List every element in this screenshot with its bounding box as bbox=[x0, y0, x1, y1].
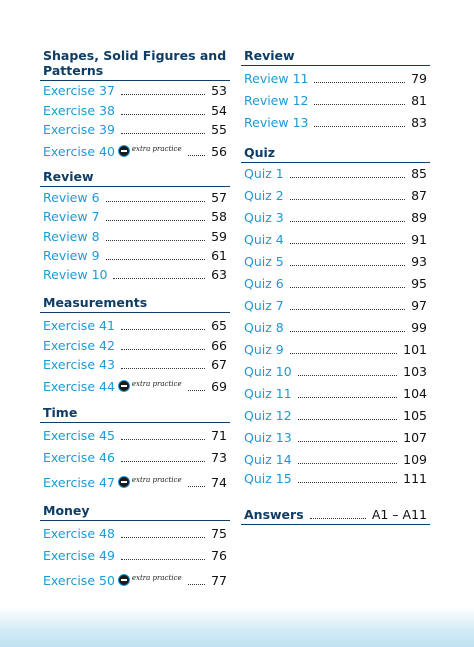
entry-label: Exercise 39 bbox=[43, 122, 115, 137]
dot-leader bbox=[188, 486, 206, 487]
page-number: 101 bbox=[403, 342, 427, 357]
bottom-gradient-band bbox=[0, 607, 474, 647]
dot-leader bbox=[121, 368, 205, 369]
page-number: 77 bbox=[211, 573, 227, 588]
section-heading-text: Review bbox=[244, 48, 295, 63]
dot-leader bbox=[106, 201, 206, 202]
dot-leader bbox=[290, 177, 405, 178]
entry-label: Review 8 bbox=[43, 229, 100, 244]
dot-leader bbox=[188, 155, 206, 156]
page-number: 71 bbox=[211, 428, 227, 443]
dot-leader bbox=[121, 114, 205, 115]
toc-entry[interactable] bbox=[40, 191, 230, 205]
dot-leader bbox=[121, 439, 205, 440]
page-number: 75 bbox=[211, 526, 227, 541]
dot-leader bbox=[290, 309, 405, 310]
entry-label: Exercise 42 bbox=[43, 338, 115, 353]
entry-label: Exercise 46 bbox=[43, 450, 115, 465]
entry-label: Review 11 bbox=[244, 71, 309, 86]
section-heading-line: Shapes, Solid Figures and bbox=[43, 48, 227, 63]
page-number: 99 bbox=[411, 320, 427, 335]
dot-leader bbox=[290, 265, 405, 266]
answers-label: Answers bbox=[244, 507, 304, 522]
toc-entry[interactable] bbox=[40, 319, 230, 333]
toc-entry[interactable] bbox=[241, 365, 430, 379]
dot-leader bbox=[290, 221, 405, 222]
section-heading-text: Money bbox=[43, 503, 90, 518]
dot-leader bbox=[188, 584, 206, 585]
entry-label: Quiz 14 bbox=[244, 452, 292, 467]
dot-leader bbox=[298, 482, 397, 483]
page-number: 76 bbox=[211, 548, 227, 563]
toc-entry[interactable] bbox=[40, 104, 230, 118]
toc-entry[interactable] bbox=[241, 189, 430, 203]
section-heading-review bbox=[241, 48, 430, 66]
entry-label: Quiz 3 bbox=[244, 210, 284, 225]
entry-label: Quiz 6 bbox=[244, 276, 284, 291]
entry-label: Quiz 8 bbox=[244, 320, 284, 335]
toc-entry[interactable] bbox=[241, 472, 430, 486]
dot-leader bbox=[121, 559, 205, 560]
dot-leader bbox=[121, 349, 205, 350]
toc-entry[interactable] bbox=[241, 321, 430, 335]
page-number: 105 bbox=[403, 408, 427, 423]
toc-entry[interactable] bbox=[40, 84, 230, 98]
entry-label: Quiz 1 bbox=[244, 166, 284, 181]
entry-label: Quiz 15 bbox=[244, 471, 292, 486]
dot-leader bbox=[106, 220, 206, 221]
page-number: 111 bbox=[403, 471, 427, 486]
toc-entry[interactable] bbox=[241, 255, 430, 269]
section-heading-text: Quiz bbox=[244, 145, 276, 160]
entry-label: Exercise 47 bbox=[43, 475, 115, 490]
toc-entry[interactable] bbox=[241, 453, 430, 467]
entry-label: Exercise 49 bbox=[43, 548, 115, 563]
page-number: 61 bbox=[211, 248, 227, 263]
dot-leader bbox=[113, 278, 205, 279]
toc-entry[interactable] bbox=[241, 94, 430, 108]
section-heading-time bbox=[40, 405, 230, 423]
section-heading-text: Time bbox=[43, 405, 78, 420]
section-heading-line: Patterns bbox=[43, 63, 104, 78]
page-number: 103 bbox=[403, 364, 427, 379]
page-number: 95 bbox=[411, 276, 427, 291]
entry-label: Review 13 bbox=[244, 115, 309, 130]
section-heading-measurements bbox=[40, 295, 230, 313]
entry-label: Quiz 11 bbox=[244, 386, 292, 401]
dot-leader bbox=[298, 441, 397, 442]
page-number: 55 bbox=[211, 122, 227, 137]
page-number: 53 bbox=[211, 83, 227, 98]
toc-entry[interactable] bbox=[40, 377, 230, 394]
entry-label: Quiz 12 bbox=[244, 408, 292, 423]
dot-leader bbox=[121, 329, 205, 330]
entry-label: Exercise 40 bbox=[43, 144, 115, 159]
dot-leader bbox=[290, 353, 397, 354]
entry-label: Quiz 9 bbox=[244, 342, 284, 357]
page-number: 74 bbox=[211, 475, 227, 490]
answers-page-range: A1 – A11 bbox=[371, 507, 427, 522]
entry-label: Quiz 5 bbox=[244, 254, 284, 269]
toc-entry[interactable] bbox=[241, 299, 430, 313]
toc-entry[interactable] bbox=[241, 343, 430, 357]
page-number: 93 bbox=[411, 254, 427, 269]
page-number: 83 bbox=[411, 115, 427, 130]
dot-leader bbox=[121, 537, 205, 538]
page-number: 54 bbox=[211, 103, 227, 118]
entry-label: Review 12 bbox=[244, 93, 309, 108]
entry-label: Exercise 38 bbox=[43, 103, 115, 118]
page-number: 58 bbox=[211, 209, 227, 224]
toc-entry[interactable] bbox=[40, 268, 230, 282]
entry-label: Exercise 41 bbox=[43, 318, 115, 333]
toc-entry[interactable] bbox=[40, 549, 230, 563]
toc-entry[interactable] bbox=[40, 249, 230, 263]
entry-label: Review 7 bbox=[43, 209, 100, 224]
toc-entry[interactable] bbox=[40, 429, 230, 443]
toc-entry[interactable] bbox=[241, 277, 430, 291]
toc-entry[interactable] bbox=[40, 210, 230, 224]
page-number: 81 bbox=[411, 93, 427, 108]
section-heading-review bbox=[40, 169, 230, 187]
toc-entry[interactable] bbox=[40, 230, 230, 244]
dot-leader bbox=[106, 240, 206, 241]
dot-leader bbox=[290, 199, 405, 200]
toc-entry[interactable] bbox=[40, 123, 230, 137]
page-number: 91 bbox=[411, 232, 427, 247]
toc-entry[interactable] bbox=[40, 358, 230, 372]
entry-label: Quiz 4 bbox=[244, 232, 284, 247]
section-heading-shapes bbox=[40, 48, 230, 81]
dot-leader bbox=[290, 243, 405, 244]
entry-label: Review 6 bbox=[43, 190, 100, 205]
page-number: 109 bbox=[403, 452, 427, 467]
toc-entry[interactable] bbox=[241, 167, 430, 181]
dot-leader bbox=[290, 287, 405, 288]
entry-label: Quiz 10 bbox=[244, 364, 292, 379]
page-number: 89 bbox=[411, 210, 427, 225]
page-number: 107 bbox=[403, 430, 427, 445]
page-number: 63 bbox=[211, 267, 227, 282]
dot-leader bbox=[314, 104, 405, 105]
extra-practice-tag: extra practice bbox=[131, 145, 182, 153]
dot-leader bbox=[121, 133, 205, 134]
dot-leader bbox=[298, 463, 397, 464]
toc-entry[interactable] bbox=[241, 116, 430, 130]
entry-label: Quiz 7 bbox=[244, 298, 284, 313]
entry-label: Exercise 45 bbox=[43, 428, 115, 443]
page-number: 97 bbox=[411, 298, 427, 313]
page-number: 69 bbox=[211, 379, 227, 394]
section-heading-text: Review bbox=[43, 169, 94, 184]
extra-practice-icon bbox=[118, 145, 130, 157]
dot-leader bbox=[121, 94, 205, 95]
toc-entry[interactable] bbox=[40, 527, 230, 541]
entry-label: Exercise 37 bbox=[43, 83, 115, 98]
page-number: 57 bbox=[211, 190, 227, 205]
entry-label: Exercise 44 bbox=[43, 379, 115, 394]
dot-leader bbox=[106, 259, 206, 260]
extra-practice-icon bbox=[118, 380, 130, 392]
page-number: 67 bbox=[211, 357, 227, 372]
page-number: 73 bbox=[211, 450, 227, 465]
page-number: 85 bbox=[411, 166, 427, 181]
page-number: 56 bbox=[211, 144, 227, 159]
dot-leader bbox=[298, 375, 397, 376]
toc-entry[interactable] bbox=[241, 72, 430, 86]
extra-practice-tag: extra practice bbox=[131, 380, 182, 388]
toc-entry[interactable] bbox=[241, 211, 430, 225]
extra-practice-tag: extra practice bbox=[131, 574, 182, 582]
dot-leader bbox=[188, 390, 206, 391]
toc-entry[interactable] bbox=[241, 431, 430, 445]
entry-label: Quiz 13 bbox=[244, 430, 292, 445]
extra-practice-tag: extra practice bbox=[131, 476, 182, 484]
section-heading-money bbox=[40, 503, 230, 521]
dot-leader bbox=[290, 331, 405, 332]
toc-entry[interactable] bbox=[241, 409, 430, 423]
section-heading-text: Measurements bbox=[43, 295, 148, 310]
toc-entry[interactable] bbox=[40, 339, 230, 353]
dot-leader bbox=[314, 82, 405, 83]
toc-entry[interactable] bbox=[40, 142, 230, 159]
answers-entry[interactable] bbox=[241, 508, 430, 525]
dot-leader bbox=[121, 461, 205, 462]
dot-leader bbox=[298, 397, 397, 398]
dot-leader bbox=[310, 518, 366, 519]
dot-leader bbox=[298, 419, 397, 420]
toc-entry[interactable] bbox=[40, 571, 230, 588]
entry-label: Exercise 50 bbox=[43, 573, 115, 588]
extra-practice-icon bbox=[118, 574, 130, 586]
entry-label: Exercise 48 bbox=[43, 526, 115, 541]
page-number: 66 bbox=[211, 338, 227, 353]
page-number: 65 bbox=[211, 318, 227, 333]
section-heading-quiz bbox=[241, 145, 430, 163]
extra-practice-icon bbox=[118, 476, 130, 488]
toc-entry[interactable] bbox=[40, 473, 230, 490]
entry-label: Quiz 2 bbox=[244, 188, 284, 203]
page-number: 79 bbox=[411, 71, 427, 86]
entry-label: Review 10 bbox=[43, 267, 108, 282]
entry-label: Exercise 43 bbox=[43, 357, 115, 372]
dot-leader bbox=[314, 126, 405, 127]
toc-entry[interactable] bbox=[241, 387, 430, 401]
entry-label: Review 9 bbox=[43, 248, 100, 263]
page-number: 104 bbox=[403, 386, 427, 401]
page-number: 59 bbox=[211, 229, 227, 244]
toc-entry[interactable] bbox=[40, 451, 230, 465]
page-number: 87 bbox=[411, 188, 427, 203]
toc-entry[interactable] bbox=[241, 233, 430, 247]
